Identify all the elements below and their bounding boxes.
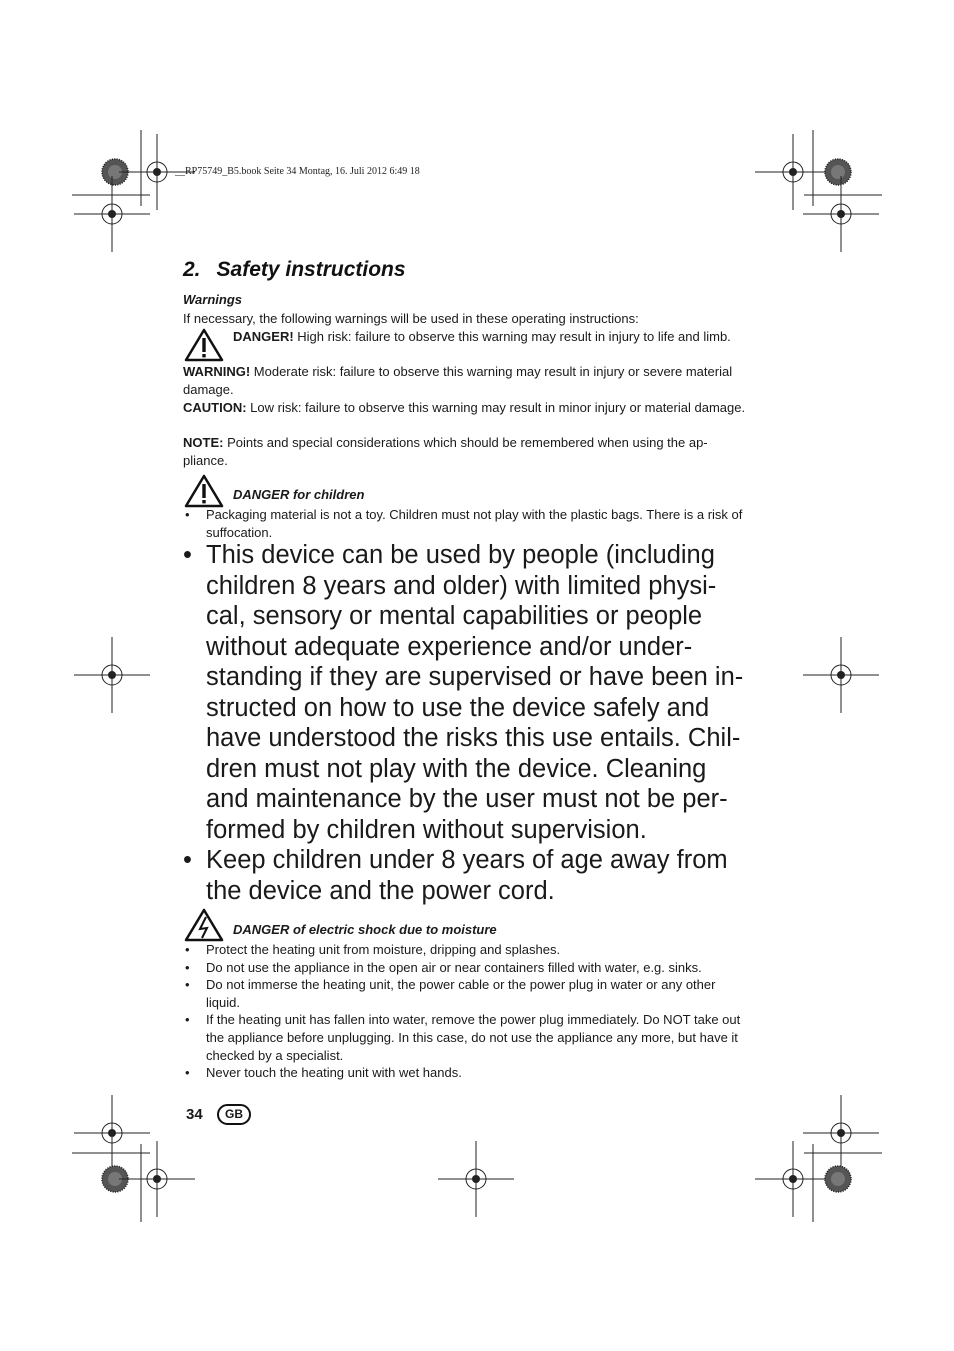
note-text: Points and special considerations which should be remembered when using the ap-pliance. (183, 435, 708, 468)
registration-crosshair-icon (438, 1141, 514, 1217)
warning-text: Moderate risk: failure to observe this warning may result in injury or severe material damage. (183, 364, 733, 397)
warnings-intro: If necessary, the following warnings will be used in these operating instructions: (183, 311, 639, 326)
section-title-text: Safety instructions (216, 258, 406, 281)
registration-crosshair-icon (74, 637, 150, 713)
list-item: • Packaging material is not a toy. Children must not play with the plastic bags. There is a risk of suffocation. (183, 506, 748, 541)
list-item: • Keep children under 8 years of age away from the device and the power cord. (183, 845, 748, 906)
electric-shock-warning-icon (184, 908, 224, 942)
registration-crosshair-icon (119, 1141, 195, 1217)
registration-crosshair-icon (755, 1141, 831, 1217)
section-number: 2. (183, 258, 201, 281)
list-item: • Do not immerse the heating unit, the power cable or the power plug in water or any other liquid. (183, 976, 748, 1011)
list-item: • Do not use the appliance in the open air or near containers filled with water, e.g. sinks. (183, 959, 748, 977)
caution-definition (183, 399, 748, 417)
registration-circle-icon (825, 159, 851, 185)
caution-text: Low risk: failure to observe this warning may result in minor injury or material damage. (246, 400, 746, 415)
section-title (183, 258, 406, 282)
electric-list (183, 941, 748, 1082)
warnings-heading: Warnings (183, 292, 242, 307)
warning-triangle-icon (184, 474, 224, 508)
registration-crosshair-icon (803, 1095, 879, 1171)
registration-crosshair-icon (74, 1095, 150, 1171)
children-small-list (183, 506, 748, 541)
registration-crosshair-icon (803, 176, 879, 252)
list-item: • Never touch the heating unit with wet hands. (183, 1064, 748, 1082)
danger-label: DANGER! (233, 329, 294, 344)
caution-label: CAUTION: (183, 400, 247, 415)
language-badge: GB (217, 1104, 251, 1125)
page-number: 34 (186, 1106, 203, 1123)
list-item: • Protect the heating unit from moisture, dripping and splashes. (183, 941, 748, 959)
children-large-list (183, 540, 748, 906)
registration-crosshair-icon (755, 134, 831, 210)
registration-crosshair-icon (74, 176, 150, 252)
warning-triangle-icon (184, 328, 224, 362)
print-header: __RP75749_B5.book Seite 34 Montag, 16. Juli 2012 6:49 18 (175, 166, 420, 177)
electric-heading: DANGER of electric shock due to moisture (233, 922, 497, 937)
danger-definition (233, 328, 748, 346)
warning-label: WARNING! (183, 364, 251, 379)
registration-crosshair-icon (803, 637, 879, 713)
note-definition (183, 434, 748, 469)
children-heading: DANGER for children (233, 487, 365, 502)
registration-circle-icon (825, 1166, 851, 1192)
danger-text: High risk: failure to observe this warning may result in injury to life and limb. (293, 329, 731, 344)
note-label: NOTE: (183, 435, 224, 450)
list-item: • This device can be used by people (including children 8 years and older) with limited physi-cal, sensory or mental capabilities or people without adequate experience and/or under-standing if they are supervised or have been in-structed on how to use the device safely and have understood the risks this use entails. Chil-dren must not play with the device. Cleaning and maintenance by the user must not be per-formed by children without supervision. (183, 540, 748, 845)
warning-definition (183, 363, 748, 398)
list-item: • If the heating unit has fallen into water, remove the power plug immediately. Do NOT take out the appliance before unplugging. In this case, do not use the appliance any more, but have it checked by a specialist. (183, 1011, 748, 1064)
